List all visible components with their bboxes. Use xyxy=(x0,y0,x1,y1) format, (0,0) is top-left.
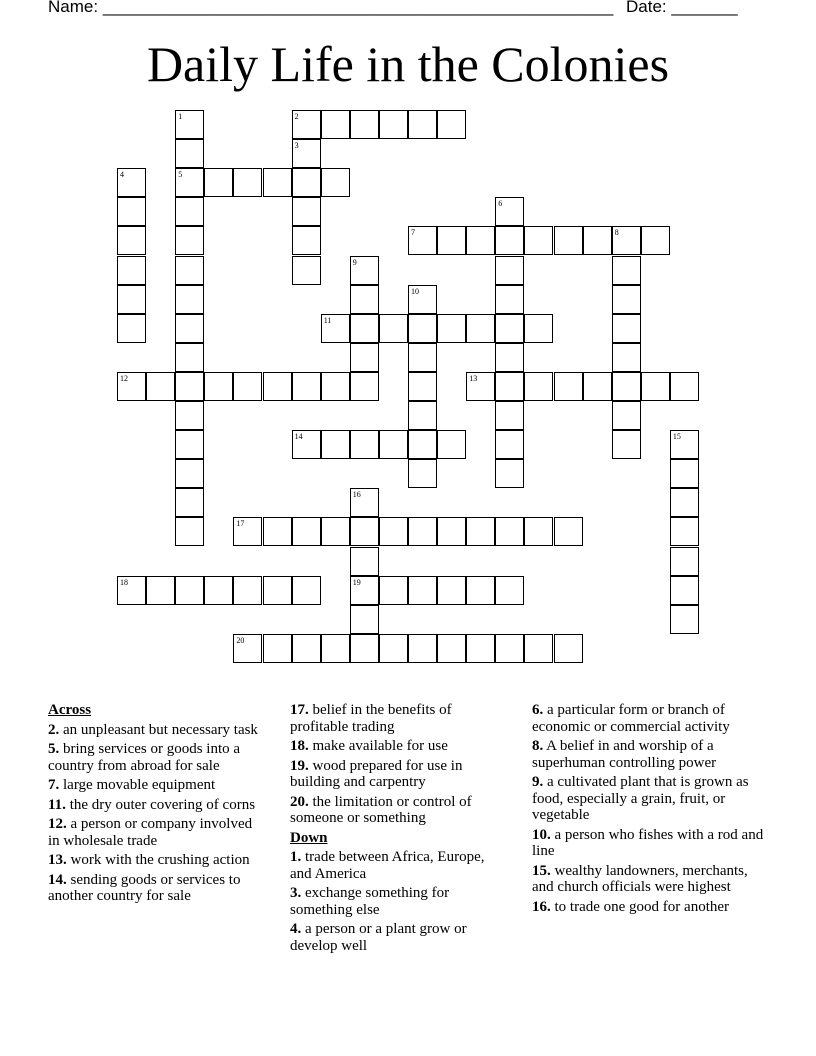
grid-cell[interactable] xyxy=(466,517,495,546)
grid-cell[interactable] xyxy=(146,576,175,605)
grid-cell[interactable] xyxy=(554,372,583,401)
clue-item xyxy=(532,774,768,824)
grid-cell[interactable] xyxy=(524,372,553,401)
grid-cell[interactable] xyxy=(175,343,204,372)
clue-number: 11 xyxy=(323,315,332,325)
grid-cell[interactable] xyxy=(292,110,321,139)
grid-cell[interactable] xyxy=(408,314,437,343)
clue-text: sending goods or services to another country for sale xyxy=(48,871,241,904)
date-label: Date: xyxy=(626,0,667,16)
grid-cell[interactable] xyxy=(350,634,379,663)
clue-item xyxy=(290,758,508,791)
grid-cell[interactable] xyxy=(321,110,350,139)
clue-text: large movable equipment xyxy=(59,777,216,793)
grid-cell[interactable] xyxy=(175,110,204,139)
clue-num: 11. xyxy=(48,796,66,813)
grid-cell[interactable] xyxy=(612,285,641,314)
grid-cell[interactable] xyxy=(437,314,466,343)
clue-number: 6 xyxy=(498,199,503,209)
grid-cell[interactable] xyxy=(408,517,437,546)
down-heading: Down xyxy=(290,829,328,846)
grid-cell[interactable] xyxy=(670,459,699,488)
grid-cell[interactable] xyxy=(117,314,146,343)
clue-text: a person or company involved in wholesale trade xyxy=(48,816,253,849)
grid-cell[interactable] xyxy=(495,634,524,663)
clue-num: 10. xyxy=(532,826,551,843)
grid-cell[interactable] xyxy=(612,314,641,343)
grid-cell[interactable] xyxy=(495,401,524,430)
clue-number: 9 xyxy=(352,257,357,267)
grid-cell[interactable] xyxy=(408,430,437,459)
across-heading: Across xyxy=(48,702,92,718)
grid-cell[interactable] xyxy=(495,256,524,285)
grid-cell[interactable] xyxy=(175,139,204,168)
grid-cell[interactable] xyxy=(408,459,437,488)
grid-cell[interactable] xyxy=(670,372,699,401)
grid-cell[interactable] xyxy=(554,634,583,663)
clue-number: 15 xyxy=(672,432,681,442)
clue-item xyxy=(532,738,768,771)
clue-number: 18 xyxy=(120,577,128,587)
clue-item xyxy=(290,849,508,882)
grid-cell[interactable] xyxy=(175,285,204,314)
grid-cell[interactable] xyxy=(408,634,437,663)
clue-number: 19 xyxy=(352,577,361,587)
clue-text: A belief in and worship of a superhuman controlling power xyxy=(532,738,717,771)
clue-num: 2. xyxy=(48,721,60,738)
grid-cell[interactable] xyxy=(350,110,379,139)
clue-item xyxy=(290,921,508,954)
grid-cell[interactable] xyxy=(437,430,466,459)
grid-cell[interactable] xyxy=(350,488,379,517)
clue-number: 13 xyxy=(469,373,478,383)
clue-num: 20. xyxy=(290,793,309,810)
clue-item xyxy=(48,722,266,739)
clue-num: 8. xyxy=(532,738,544,754)
clue-num: 1. xyxy=(290,849,302,865)
grid-cell[interactable] xyxy=(408,226,437,255)
grid-cell[interactable] xyxy=(175,459,204,488)
clue-text: to trade one good for another xyxy=(550,898,730,915)
grid-cell[interactable] xyxy=(292,576,321,605)
clue-text: trade between Africa, Europe, and America xyxy=(290,849,485,882)
clue-item xyxy=(290,794,508,827)
clue-num: 9. xyxy=(532,774,544,790)
grid-cell[interactable] xyxy=(175,430,204,459)
clue-text: wood prepared for use in building and carpentry xyxy=(290,757,463,790)
grid-cell[interactable] xyxy=(292,168,321,197)
grid-cell[interactable] xyxy=(379,634,408,663)
grid-cell[interactable] xyxy=(350,314,379,343)
clue-item xyxy=(290,702,508,735)
grid-cell[interactable] xyxy=(321,168,350,197)
grid-cell[interactable] xyxy=(612,372,641,401)
grid-cell[interactable] xyxy=(321,314,350,343)
clue-num: 16. xyxy=(532,898,551,915)
page-title: Daily Life in the Colonies xyxy=(146,36,670,92)
grid-cell[interactable] xyxy=(292,372,321,401)
grid-cell[interactable] xyxy=(204,372,233,401)
grid-cell[interactable] xyxy=(379,314,408,343)
grid-cell[interactable] xyxy=(379,576,408,605)
clue-item xyxy=(48,777,266,794)
grid-cell[interactable] xyxy=(466,314,495,343)
grid-cell[interactable] xyxy=(437,110,466,139)
clue-text: an unpleasant but necessary task xyxy=(59,721,258,738)
grid-cell[interactable] xyxy=(495,285,524,314)
grid-cell[interactable] xyxy=(350,576,379,605)
grid-cell[interactable] xyxy=(233,517,262,546)
grid-cell[interactable] xyxy=(175,488,204,517)
clue-number: 8 xyxy=(614,228,619,238)
grid-cell[interactable] xyxy=(670,517,699,546)
clue-item xyxy=(532,899,768,916)
grid-cell[interactable] xyxy=(466,576,495,605)
clues-column-2 xyxy=(290,702,508,957)
clue-item xyxy=(48,741,266,774)
grid-cell[interactable] xyxy=(437,517,466,546)
grid-cell[interactable] xyxy=(263,517,292,546)
grid-cell[interactable] xyxy=(408,285,437,314)
clue-number: 10 xyxy=(411,286,419,296)
grid-cell[interactable] xyxy=(466,372,495,401)
grid-cell[interactable] xyxy=(175,517,204,546)
grid-cell[interactable] xyxy=(292,226,321,255)
grid-cell[interactable] xyxy=(612,226,641,255)
clue-num: 15. xyxy=(532,862,551,879)
grid-cell[interactable] xyxy=(408,401,437,430)
clue-num: 19. xyxy=(290,757,309,774)
grid-cell[interactable] xyxy=(350,343,379,372)
clue-text: a person or a plant grow or develop well xyxy=(290,921,467,954)
grid-cell[interactable] xyxy=(175,256,204,285)
grid-cell[interactable] xyxy=(292,197,321,226)
grid-cell[interactable] xyxy=(350,256,379,285)
clue-text: a person who fishes with a rod and line xyxy=(532,826,764,859)
grid-cell[interactable] xyxy=(350,605,379,634)
clue-number: 14 xyxy=(294,432,303,442)
clue-text: belief in the benefits of profitable trading xyxy=(290,702,452,735)
clue-number: 16 xyxy=(352,490,361,500)
grid-cell[interactable] xyxy=(641,372,670,401)
grid-cell[interactable] xyxy=(175,372,204,401)
clue-item xyxy=(290,738,508,755)
clue-num: 14. xyxy=(48,871,67,888)
grid-cell[interactable] xyxy=(292,634,321,663)
grid-cell[interactable] xyxy=(670,547,699,576)
grid-cell[interactable] xyxy=(321,372,350,401)
name-label: Name: xyxy=(48,0,99,16)
grid-cell[interactable] xyxy=(408,110,437,139)
clues-column-1 xyxy=(48,702,266,908)
grid-cell[interactable] xyxy=(495,517,524,546)
clue-text: the dry outer covering of corns xyxy=(65,796,256,813)
grid-cell[interactable] xyxy=(437,576,466,605)
grid-cell[interactable] xyxy=(117,372,146,401)
clue-text: exchange something for something else xyxy=(290,885,450,918)
grid-cell[interactable] xyxy=(263,576,292,605)
clue-text: work with the crushing action xyxy=(66,852,250,868)
grid-cell[interactable] xyxy=(670,605,699,634)
grid-cell[interactable] xyxy=(117,256,146,285)
clue-num: 7. xyxy=(48,777,60,793)
grid-cell[interactable] xyxy=(495,314,524,343)
grid-cell[interactable] xyxy=(437,634,466,663)
grid-cell[interactable] xyxy=(495,576,524,605)
clue-number: 4 xyxy=(120,170,124,180)
grid-cell[interactable] xyxy=(204,576,233,605)
clue-number: 3 xyxy=(294,141,299,151)
clue-text: a cultivated plant that is grown as food, especially a grain, fruit, or vegetable xyxy=(532,774,749,823)
grid-cell[interactable] xyxy=(670,576,699,605)
grid-cell[interactable] xyxy=(495,197,524,226)
grid-cell[interactable] xyxy=(263,372,292,401)
grid-cell[interactable] xyxy=(583,226,612,255)
grid-cell[interactable] xyxy=(495,459,524,488)
clue-item xyxy=(532,863,768,896)
clue-item xyxy=(48,872,266,905)
name-line: ______________________________________________________ xyxy=(102,0,614,16)
grid-cell[interactable] xyxy=(117,197,146,226)
grid-cell[interactable] xyxy=(292,139,321,168)
grid-cell[interactable] xyxy=(524,314,553,343)
grid-cell[interactable] xyxy=(612,401,641,430)
clue-number: 2 xyxy=(294,112,299,121)
grid-cell[interactable] xyxy=(495,343,524,372)
grid-cell[interactable] xyxy=(612,343,641,372)
grid-cell[interactable] xyxy=(554,226,583,255)
grid-cell[interactable] xyxy=(233,576,262,605)
grid-cell[interactable] xyxy=(263,634,292,663)
grid-cell[interactable] xyxy=(233,372,262,401)
grid-cell[interactable] xyxy=(175,168,204,197)
grid-cell[interactable] xyxy=(292,517,321,546)
grid-cell[interactable] xyxy=(612,430,641,459)
clue-num: 4. xyxy=(290,921,302,937)
grid-cell[interactable] xyxy=(175,197,204,226)
clue-item xyxy=(532,702,768,735)
clue-item xyxy=(48,852,266,869)
grid-cell[interactable] xyxy=(175,401,204,430)
clue-num: 12. xyxy=(48,816,67,832)
grid-cell[interactable] xyxy=(146,372,175,401)
grid-cell[interactable] xyxy=(204,168,233,197)
grid-cell[interactable] xyxy=(583,372,612,401)
grid-cell[interactable] xyxy=(466,634,495,663)
grid-cell[interactable] xyxy=(670,488,699,517)
clue-text: make available for use xyxy=(308,738,448,754)
grid-cell[interactable] xyxy=(466,226,495,255)
grid-cell[interactable] xyxy=(350,372,379,401)
clue-text: the limitation or control of someone or something xyxy=(290,793,472,826)
clue-text: bring services or goods into a country from abroad for sale xyxy=(48,741,241,774)
grid-cell[interactable] xyxy=(117,285,146,314)
grid-cell[interactable] xyxy=(554,517,583,546)
grid-cell[interactable] xyxy=(175,226,204,255)
grid-cell[interactable] xyxy=(350,430,379,459)
clue-number: 17 xyxy=(236,519,245,529)
clue-text: a particular form or branch of economic or commercial activity xyxy=(532,702,730,735)
grid-cell[interactable] xyxy=(321,634,350,663)
grid-cell[interactable] xyxy=(233,634,262,663)
clue-number: 5 xyxy=(178,170,183,180)
grid-cell[interactable] xyxy=(175,314,204,343)
clue-text: wealthy landowners, merchants, and church officials were highest xyxy=(532,862,748,895)
grid-cell[interactable] xyxy=(117,226,146,255)
grid-cell[interactable] xyxy=(641,226,670,255)
clue-item xyxy=(48,816,266,849)
grid-cell[interactable] xyxy=(495,372,524,401)
clue-num: 18. xyxy=(290,738,309,754)
grid-cell[interactable] xyxy=(321,430,350,459)
grid-cell[interactable] xyxy=(495,430,524,459)
grid-cell[interactable] xyxy=(495,226,524,255)
grid-cell[interactable] xyxy=(292,256,321,285)
clue-num: 3. xyxy=(290,885,302,901)
grid-cell[interactable] xyxy=(117,168,146,197)
grid-cell[interactable] xyxy=(408,372,437,401)
grid-cell[interactable] xyxy=(321,517,350,546)
grid-cell[interactable] xyxy=(612,256,641,285)
grid-cell[interactable] xyxy=(437,226,466,255)
grid-cell[interactable] xyxy=(233,168,262,197)
grid-cell[interactable] xyxy=(379,517,408,546)
grid-cell[interactable] xyxy=(350,547,379,576)
clue-number: 1 xyxy=(178,112,183,121)
grid-cell[interactable] xyxy=(175,576,204,605)
grid-cell[interactable] xyxy=(524,634,553,663)
grid-cell[interactable] xyxy=(524,517,553,546)
clue-item xyxy=(48,797,266,814)
clue-num: 6. xyxy=(532,702,544,718)
grid-cell[interactable] xyxy=(379,430,408,459)
date-line: _______ xyxy=(671,0,738,16)
clue-item xyxy=(532,827,768,860)
grid-cell[interactable] xyxy=(263,168,292,197)
grid-cell[interactable] xyxy=(350,285,379,314)
clue-num: 5. xyxy=(48,741,60,757)
grid-cell[interactable] xyxy=(408,576,437,605)
clue-num: 17. xyxy=(290,702,309,718)
grid-cell[interactable] xyxy=(117,576,146,605)
clues-column-3 xyxy=(532,702,768,918)
grid-cell[interactable] xyxy=(524,226,553,255)
grid-cell[interactable] xyxy=(408,343,437,372)
clue-num: 13. xyxy=(48,852,67,868)
grid-cell[interactable] xyxy=(292,430,321,459)
clue-number: 7 xyxy=(411,228,415,238)
grid-cell[interactable] xyxy=(350,517,379,546)
clue-number: 12 xyxy=(120,373,128,383)
clue-number: 20 xyxy=(236,635,245,645)
grid-cell[interactable] xyxy=(670,430,699,459)
clue-item xyxy=(290,885,508,918)
grid-cell[interactable] xyxy=(379,110,408,139)
